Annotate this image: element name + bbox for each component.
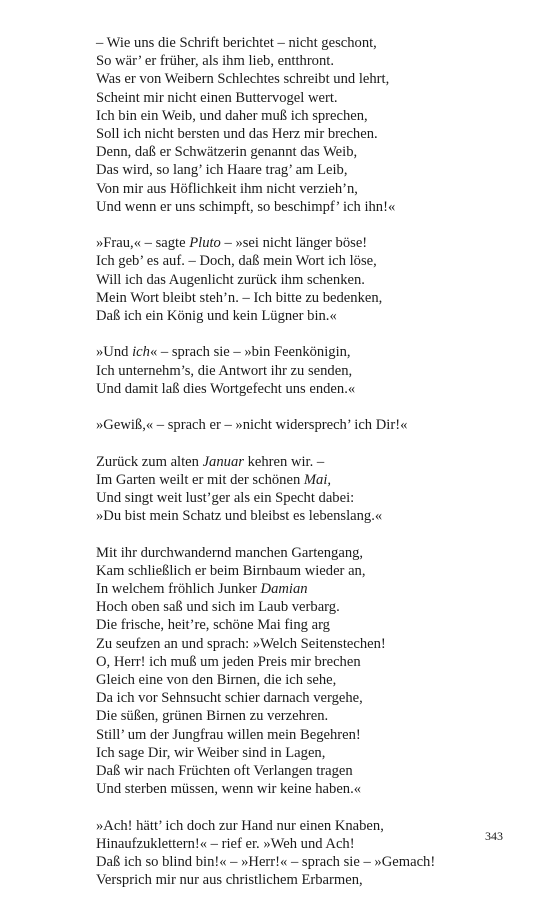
poem-line: »Ach! hätt’ ich doch zur Hand nur einen Knaben, xyxy=(96,817,384,834)
poem-line: Hoch oben saß und sich im Laub verbarg. xyxy=(96,599,340,616)
poem-line: Ich bin ein Weib, und daher muß ich sprechen, xyxy=(96,107,368,124)
poem-line: Kam schließlich er beim Birnbaum wieder an, xyxy=(96,562,366,579)
stanza xyxy=(96,343,536,398)
poem-line: Daß wir nach Früchten oft Verlangen tragen xyxy=(96,763,353,780)
emphasized-name: Damian xyxy=(260,581,308,598)
stanza xyxy=(96,453,536,526)
poem-line: Zurück zum alten Januar kehren wir. – xyxy=(96,453,325,470)
poem-line: Soll ich nicht bersten und das Herz mir brechen. xyxy=(96,126,378,143)
poem-line: Von mir aus Höflichkeit ihm nicht verzieh’n, xyxy=(96,180,358,197)
poem-line: – Wie uns die Schrift berichtet – nicht geschont, xyxy=(96,35,377,51)
poem-line: »Und ich« – sprach sie – »bin Feenkönigin, xyxy=(96,344,351,361)
poem-text xyxy=(96,34,536,908)
page-number: 343 xyxy=(485,829,503,843)
poem-line: Und sterben müssen, wenn wir keine haben.« xyxy=(96,781,362,798)
poem-line: Still’ um der Jungfrau willen mein Begehren! xyxy=(96,726,361,743)
poem-line: Die süßen, grünen Birnen zu verzehren. xyxy=(96,708,329,725)
poem-line: Mein Wort bleibt steh’n. – Ich bitte zu bedenken, xyxy=(96,289,383,306)
poem-line: Scheint mir nicht einen Buttervogel wert. xyxy=(96,89,338,106)
poem-line: Versprich mir nur aus christlichem Erbarmen, xyxy=(96,872,363,889)
poem-line: Und singt weit lust’ger als ein Specht dabei: xyxy=(96,490,355,507)
poem-line: Zu seufzen an und sprach: »Welch Seitenstechen! xyxy=(96,635,386,652)
stanza xyxy=(96,234,536,325)
poem-line: Und wenn er uns schimpft, so beschimpf’ ich ihn!« xyxy=(96,198,396,215)
poem-line: Ich sage Dir, wir Weiber sind in Lagen, xyxy=(96,744,326,761)
poem-line: Und damit laß dies Wortgefecht uns enden.« xyxy=(96,380,356,397)
poem-line: Will ich das Augenlicht zurück ihm schenken. xyxy=(96,271,365,288)
emphasized-name: ich xyxy=(132,344,150,361)
poem-line: Im Garten weilt er mit der schönen Mai, xyxy=(96,471,332,488)
poem-line: Die frische, heit’re, schöne Mai fing arg xyxy=(96,617,330,634)
stanza xyxy=(96,416,536,434)
stanza xyxy=(96,34,536,216)
poem-line: »Gewiß,« – sprach er – »nicht widersprech’ ich Dir!« xyxy=(96,417,408,434)
stanza xyxy=(96,544,536,799)
stanza xyxy=(96,817,536,890)
poem-line: Ich unternehm’s, die Antwort ihr zu senden, xyxy=(96,362,353,379)
poem-line: Mit ihr durchwandernd manchen Gartengang, xyxy=(96,544,364,561)
poem-line: Daß ich so blind bin!« – »Herr!« – sprach sie – »Gemach! xyxy=(96,854,436,871)
poem-line: Da ich vor Sehnsucht schier darnach vergehe, xyxy=(96,690,363,707)
poem-line: So wär’ er früher, als ihm lieb, entthront. xyxy=(96,53,334,70)
poem-line: Gleich eine von den Birnen, die ich sehe, xyxy=(96,672,337,689)
poem-line: Was er von Weibern Schlechtes schreibt und lehrt, xyxy=(96,71,390,88)
emphasized-name: Mai, xyxy=(303,471,332,488)
emphasized-name: Januar xyxy=(202,453,244,470)
emphasized-name: Pluto xyxy=(189,235,221,252)
poem-line: »Du bist mein Schatz und bleibst es lebenslang.« xyxy=(96,508,383,525)
poem-line: »Frau,« – sagte Pluto – »sei nicht länger böse! xyxy=(96,235,368,252)
poem-line: Denn, daß er Schwätzerin genannt das Weib, xyxy=(96,144,358,161)
poem-line: Ich geb’ es auf. – Doch, daß mein Wort ich löse, xyxy=(96,253,377,270)
poem-line: Hinaufzuklettern!« – rief er. »Weh und Ach! xyxy=(96,835,355,852)
poem-line: In welchem fröhlich Junker Damian xyxy=(96,581,308,598)
poem-line: Das wird, so lang’ ich Haare trag’ am Leib, xyxy=(96,162,348,179)
poem-line: Daß ich ein König und kein Lügner bin.« xyxy=(96,308,337,325)
poem-line: O, Herr! ich muß um jeden Preis mir brechen xyxy=(96,653,361,670)
